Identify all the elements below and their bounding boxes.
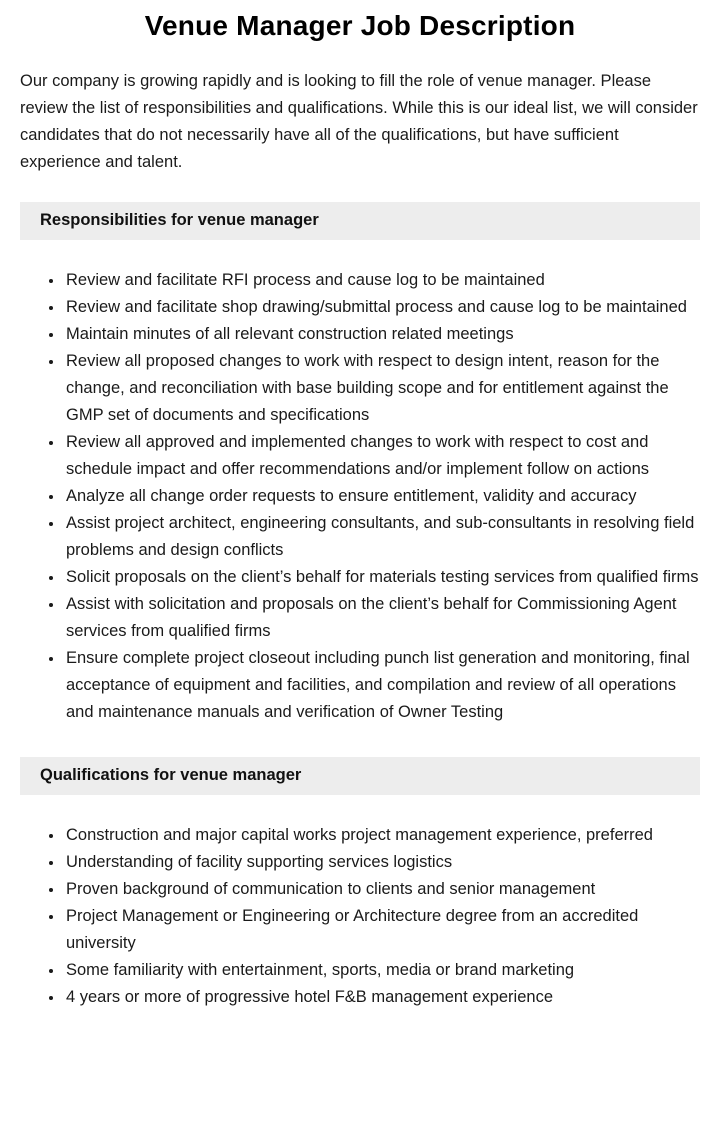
qualifications-list (20, 822, 700, 1011)
list-item: • Ensure complete project closeout including punch list generation and monitoring, final acceptance of equipment and facilities, and compilation and review of all operations and maintenance manuals and verification of Owner Testing (64, 645, 700, 726)
list-item: • Project Management or Engineering or Architecture degree from an accredited university (64, 903, 700, 957)
list-item: • Review all proposed changes to work with respect to design intent, reason for the change, and reconciliation with base building scope and for entitlement against the GMP set of documents and specifications (64, 348, 700, 429)
qualifications-section (20, 757, 700, 1011)
list-item: • Proven background of communication to clients and senior management (64, 876, 700, 903)
list-item: • Construction and major capital works project management experience, preferred (64, 822, 700, 849)
section-heading-responsibilities: Responsibilities for venue manager (20, 202, 700, 240)
list-item: • 4 years or more of progressive hotel F&B management experience (64, 984, 700, 1011)
list-item: • Assist with solicitation and proposals on the client’s behalf for Commissioning Agent services from qualified firms (64, 591, 700, 645)
list-item: • Review all approved and implemented changes to work with respect to cost and schedule impact and offer recommendations and/or implement follow on actions (64, 429, 700, 483)
list-item: • Assist project architect, engineering consultants, and sub-consultants in resolving field problems and design conflicts (64, 510, 700, 564)
responsibilities-list (20, 267, 700, 726)
intro-paragraph: Our company is growing rapidly and is looking to fill the role of venue manager. Please review the list of responsibilities and qualifications. While this is our ideal list, we will consider candidates that do not necessarily have all of the qualifications, but have sufficient experience and talent. (20, 72, 698, 171)
list-item: • Maintain minutes of all relevant construction related meetings (64, 321, 700, 348)
list-item: • Understanding of facility supporting services logistics (64, 849, 700, 876)
list-item: • Review and facilitate RFI process and cause log to be maintained (64, 267, 700, 294)
list-item: • Solicit proposals on the client’s behalf for materials testing services from qualified firms (64, 564, 700, 591)
page-title: Venue Manager Job Description (144, 10, 576, 41)
responsibilities-section (20, 202, 700, 726)
section-heading-qualifications: Qualifications for venue manager (20, 757, 700, 795)
list-item: • Review and facilitate shop drawing/submittal process and cause log to be maintained (64, 294, 700, 321)
list-item: • Some familiarity with entertainment, sports, media or brand marketing (64, 957, 700, 984)
list-item: • Analyze all change order requests to ensure entitlement, validity and accuracy (64, 483, 700, 510)
